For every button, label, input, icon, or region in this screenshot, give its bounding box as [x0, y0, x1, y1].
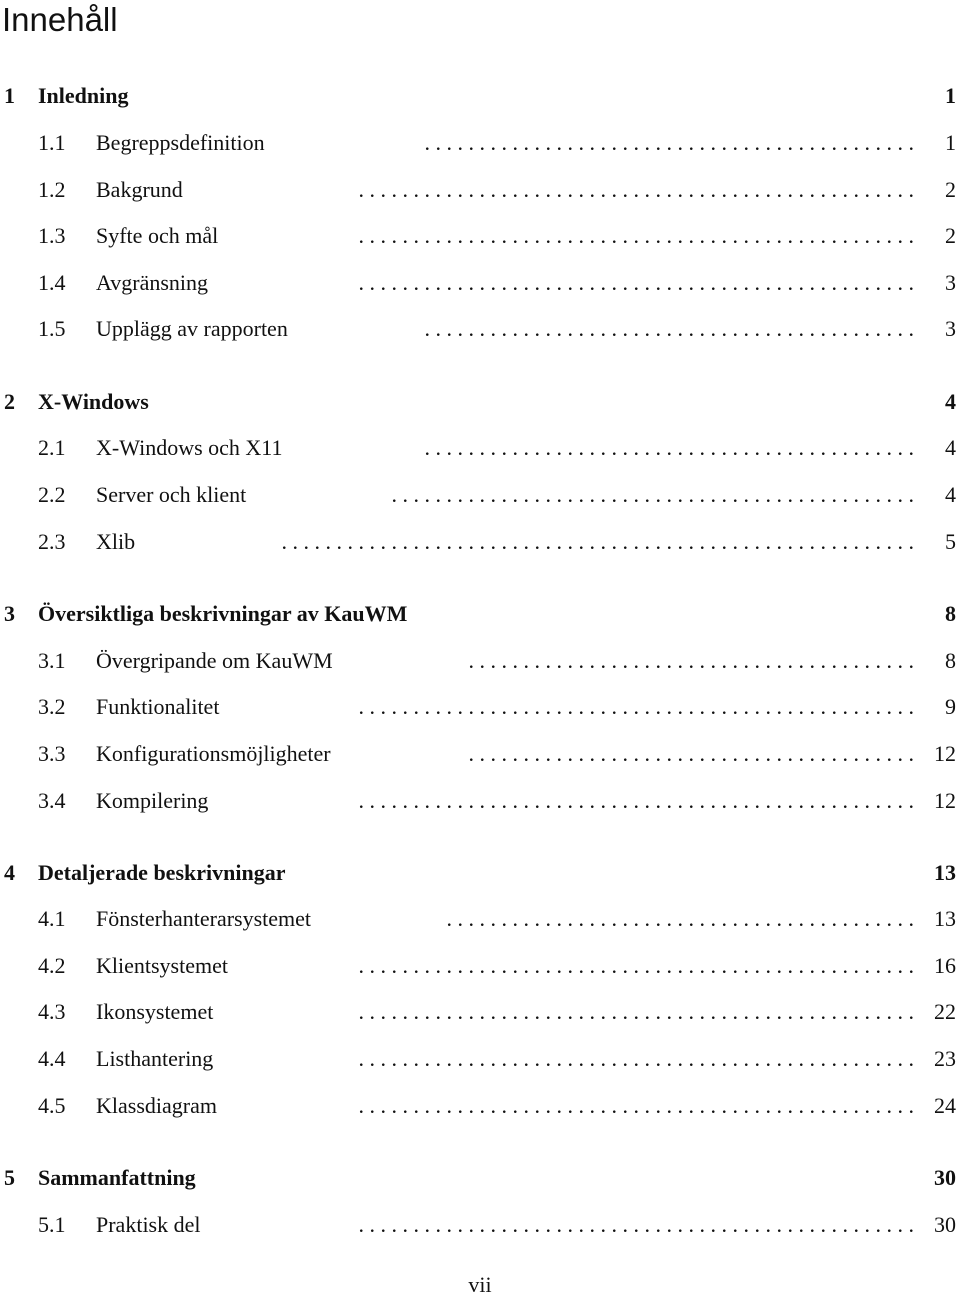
- toc-section-5-1[interactable]: [0, 1210, 958, 1240]
- toc-page-number: 30: [934, 1165, 956, 1190]
- toc-section-3-4[interactable]: [0, 786, 958, 816]
- toc-number: 4.3: [38, 999, 66, 1024]
- toc-leader-dots: . . . . . . . . . . . . . . . . . . . . . . . . . . . . . . . . . . . . . . . . . . . . . . . . . . . . . . . . . .: [281, 529, 914, 554]
- toc-chapter-1[interactable]: [0, 81, 958, 111]
- toc-title: Fönsterhanterarsystemet: [96, 906, 312, 931]
- toc-chapter-3[interactable]: [0, 599, 958, 629]
- toc-title: Klassdiagram: [96, 1093, 217, 1118]
- toc-title: Listhantering: [96, 1046, 214, 1071]
- toc-leader-dots: . . . . . . . . . . . . . . . . . . . . . . . . . . . . . . . . . . . . . . . . . . . . . . . . . . .: [358, 177, 914, 202]
- toc-page-number: 22: [934, 999, 956, 1024]
- toc-section-4-4[interactable]: [0, 1044, 958, 1074]
- toc-title: Ikonsystemet: [96, 999, 214, 1024]
- toc-number: 4.2: [38, 953, 66, 978]
- toc-page-number: 13: [934, 906, 956, 931]
- toc-number: 5: [4, 1165, 15, 1190]
- toc-title: Kompilering: [96, 788, 209, 813]
- toc-page-number: 3: [945, 316, 956, 341]
- toc-number: 2.3: [38, 529, 66, 554]
- toc-page-number: 24: [934, 1093, 956, 1118]
- toc-title: Avgränsning: [96, 270, 209, 295]
- toc-title: Server och klient: [96, 482, 247, 507]
- toc-leader-dots: . . . . . . . . . . . . . . . . . . . . . . . . . . . . . . . . . . . . . . . . . . . . . . . . . . .: [358, 953, 914, 978]
- toc-number: 1.4: [38, 270, 66, 295]
- toc-section-4-5[interactable]: [0, 1091, 958, 1121]
- toc-page-number: 9: [945, 694, 956, 719]
- toc-section-1-1[interactable]: [0, 128, 958, 158]
- footer-page-number: vii: [468, 1272, 492, 1297]
- toc-section-4-1[interactable]: [0, 904, 958, 934]
- toc-number: 3.4: [38, 788, 66, 813]
- toc-leader-dots: . . . . . . . . . . . . . . . . . . . . . . . . . . . . . . . . . . . . . . . . . . . . . . . . . . .: [358, 788, 914, 813]
- toc-title: Konfigurationsmöjligheter: [96, 741, 331, 766]
- toc-leader-dots: . . . . . . . . . . . . . . . . . . . . . . . . . . . . . . . . . . . . . . . . . . . . . . . . . . .: [358, 270, 914, 295]
- toc-title: Funktionalitet: [96, 694, 220, 719]
- toc-section-2-1[interactable]: [0, 433, 958, 463]
- toc-title: Översiktliga beskrivningar av KauWM: [38, 601, 408, 626]
- toc-leader-dots: . . . . . . . . . . . . . . . . . . . . . . . . . . . . . . . . . . . . . . . . . . . . .: [424, 130, 914, 155]
- toc-number: 2.2: [38, 482, 66, 507]
- toc-page-number: 16: [934, 953, 956, 978]
- toc-number: 3.1: [38, 648, 66, 673]
- toc-leader-dots: . . . . . . . . . . . . . . . . . . . . . . . . . . . . . . . . . . . . . . . . . . . . . . . . . . .: [358, 1212, 914, 1237]
- toc-title: X-Windows: [38, 389, 149, 414]
- toc-section-4-2[interactable]: [0, 951, 958, 981]
- toc-title: Begreppsdefinition: [96, 130, 265, 155]
- toc-number: 1.2: [38, 177, 66, 202]
- toc-page-number: 4: [945, 435, 956, 460]
- toc-number: 2.1: [38, 435, 66, 460]
- toc-section-3-1[interactable]: [0, 646, 958, 676]
- toc-title: Klientsystemet: [96, 953, 228, 978]
- toc-number: 4.5: [38, 1093, 66, 1118]
- toc-title: Detaljerade beskrivningar: [38, 860, 286, 885]
- toc-section-1-2[interactable]: [0, 175, 958, 205]
- toc-number: 1.1: [38, 130, 66, 155]
- toc-chapter-2[interactable]: [0, 387, 958, 417]
- toc-leader-dots: . . . . . . . . . . . . . . . . . . . . . . . . . . . . . . . . . . . . . . . . .: [468, 741, 914, 766]
- toc-section-3-3[interactable]: [0, 739, 958, 769]
- toc-page-number: 2: [945, 177, 956, 202]
- toc-title: Syfte och mål: [96, 223, 219, 248]
- toc-leader-dots: . . . . . . . . . . . . . . . . . . . . . . . . . . . . . . . . . . . . . . . . . . . . . . . . . . .: [358, 694, 914, 719]
- toc-leader-dots: . . . . . . . . . . . . . . . . . . . . . . . . . . . . . . . . . . . . . . . . . . . . . . . .: [391, 482, 914, 507]
- toc-page-number: 2: [945, 223, 956, 248]
- toc-page-number: 23: [934, 1046, 956, 1071]
- toc-page-number: 3: [945, 270, 956, 295]
- toc-leader-dots: . . . . . . . . . . . . . . . . . . . . . . . . . . . . . . . . . . . . . . . . . . . . .: [424, 316, 914, 341]
- toc-page-number: 4: [945, 482, 956, 507]
- toc-number: 1.3: [38, 223, 66, 248]
- toc-title: Upplägg av rapporten: [96, 316, 288, 341]
- toc-page-number: 13: [934, 860, 956, 885]
- toc-page-number: 4: [945, 389, 956, 414]
- toc-chapter-4[interactable]: [0, 858, 958, 888]
- toc-section-1-4[interactable]: [0, 268, 958, 298]
- page-title: Innehåll: [2, 1, 118, 38]
- toc-leader-dots: . . . . . . . . . . . . . . . . . . . . . . . . . . . . . . . . . . . . . . . . . . . . . . . . . . .: [358, 223, 914, 248]
- toc-title: Xlib: [96, 529, 136, 554]
- toc-page-number: 30: [934, 1212, 956, 1237]
- toc-section-2-3[interactable]: [0, 527, 958, 557]
- toc-title: Inledning: [38, 83, 129, 108]
- toc-section-4-3[interactable]: [0, 997, 958, 1027]
- toc-leader-dots: . . . . . . . . . . . . . . . . . . . . . . . . . . . . . . . . . . . . . . . . . . . . . . . . . . .: [358, 1093, 914, 1118]
- toc-section-2-2[interactable]: [0, 480, 958, 510]
- toc-section-3-2[interactable]: [0, 692, 958, 722]
- toc-number: 3.3: [38, 741, 66, 766]
- toc-page-number: 8: [945, 601, 956, 626]
- toc-title: Bakgrund: [96, 177, 183, 202]
- toc-leader-dots: . . . . . . . . . . . . . . . . . . . . . . . . . . . . . . . . . . . . . . . . . . .: [446, 906, 914, 931]
- toc-page-number: 12: [934, 788, 956, 813]
- toc-number: 3: [4, 601, 15, 626]
- toc-number: 2: [4, 389, 15, 414]
- toc-leader-dots: . . . . . . . . . . . . . . . . . . . . . . . . . . . . . . . . . . . . . . . . .: [468, 648, 914, 673]
- toc-number: 4.4: [38, 1046, 66, 1071]
- toc-leader-dots: . . . . . . . . . . . . . . . . . . . . . . . . . . . . . . . . . . . . . . . . . . . . . . . . . . .: [358, 999, 914, 1024]
- toc-leader-dots: . . . . . . . . . . . . . . . . . . . . . . . . . . . . . . . . . . . . . . . . . . . . .: [424, 435, 914, 460]
- toc-number: 4.1: [38, 906, 66, 931]
- toc-leader-dots: . . . . . . . . . . . . . . . . . . . . . . . . . . . . . . . . . . . . . . . . . . . . . . . . . . .: [358, 1046, 914, 1071]
- toc-page-number: 1: [945, 130, 956, 155]
- toc-section-1-5[interactable]: [0, 314, 958, 344]
- toc-chapter-5[interactable]: [0, 1163, 958, 1193]
- toc-page-number: 5: [945, 529, 956, 554]
- toc-page-number: 8: [945, 648, 956, 673]
- toc-title: Praktisk del: [96, 1212, 201, 1237]
- toc-number: 4: [4, 860, 15, 885]
- toc-number: 1.5: [38, 316, 66, 341]
- toc-number: 3.2: [38, 694, 66, 719]
- toc-title: Övergripande om KauWM: [96, 648, 333, 673]
- toc-number: 1: [4, 83, 15, 108]
- toc-page-number: 12: [934, 741, 956, 766]
- toc-title: X-Windows och X11: [96, 435, 283, 460]
- toc-page-number: 1: [945, 83, 956, 108]
- toc-section-1-3[interactable]: [0, 221, 958, 251]
- toc-title: Sammanfattning: [38, 1165, 196, 1190]
- toc-number: 5.1: [38, 1212, 66, 1237]
